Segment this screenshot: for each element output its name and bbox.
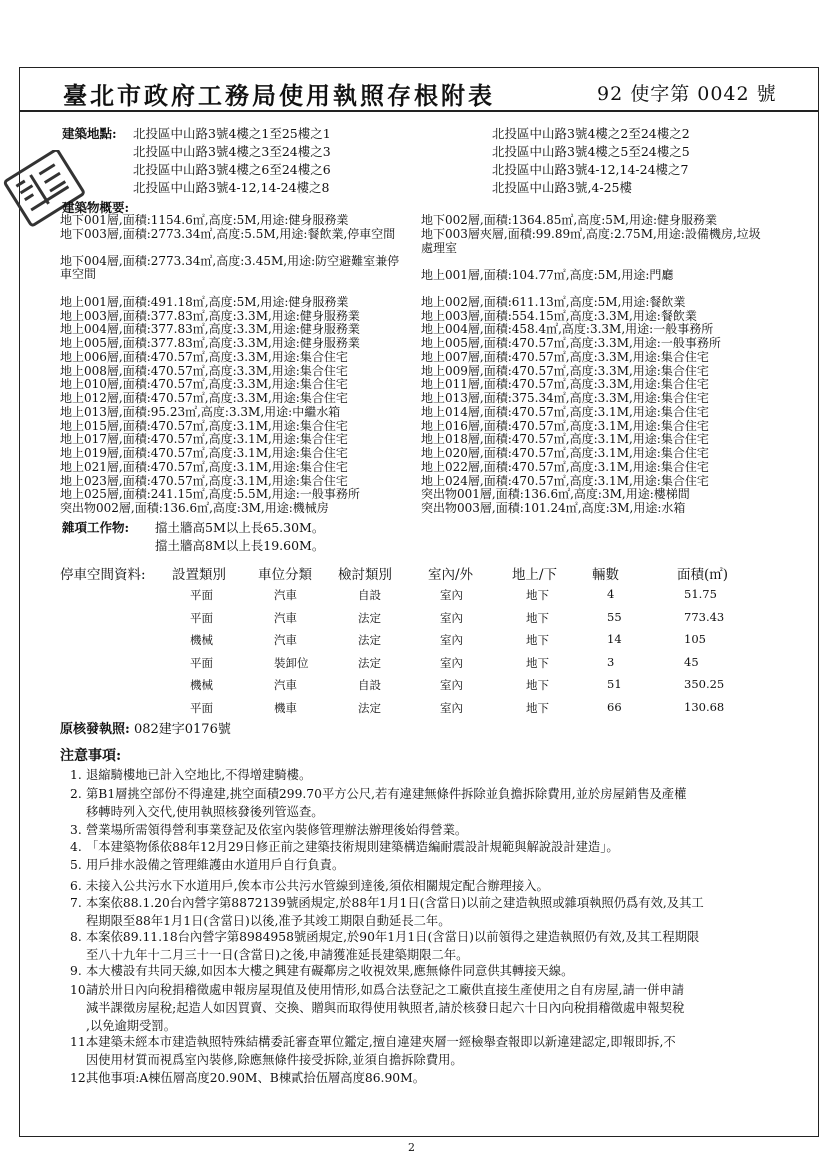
table-cell: 地下 bbox=[526, 588, 549, 602]
table-cell: 機械 bbox=[190, 633, 213, 648]
table-cell: 66 bbox=[607, 700, 622, 714]
parking-column-header: 車位分類 bbox=[258, 567, 312, 583]
notice-item bbox=[70, 856, 788, 874]
table-cell: 室內 bbox=[440, 610, 463, 625]
table-cell: 350.25 bbox=[684, 677, 725, 692]
floor-entry: 地下002層,面積:1364.85㎡,高度:5M,用途:健身服務業 bbox=[421, 213, 718, 227]
notice-line: 其他事項:A棟伍層高度20.90M、B棟貳拾伍層高度86.90M。 bbox=[86, 1071, 425, 1085]
floor-entry: 地上020層,面積:470.57㎡,高度:3.1M,用途:集合住宅 bbox=[421, 446, 709, 460]
table-cell: 室內 bbox=[440, 701, 463, 715]
table-cell: 地下 bbox=[526, 633, 549, 648]
notice-line: 「本建築物係依88年12月29日修正前之建築技術規則建築構造編耐震設計規範與解說設計建造」。 bbox=[86, 840, 619, 854]
table-cell: 14 bbox=[607, 632, 622, 647]
table-cell: 平面 bbox=[190, 655, 213, 670]
floor-entry: 地上006層,面積:470.57㎡,高度:3.3M,用途:集合住宅 bbox=[60, 350, 348, 364]
table-cell: 室內 bbox=[440, 655, 463, 670]
notice-line: 營業場所需領得營利事業登記及依室內裝修管理辦法辦理後始得營業。 bbox=[86, 823, 468, 837]
floor-entry: 地上003層,面積:377.83㎡,高度:3.3M,用途:健身服務業 bbox=[60, 309, 360, 323]
floor-entry: 地上025層,面積:241.15㎡,高度:5.5M,用途:一般事務所 bbox=[60, 487, 360, 501]
notice-number: 12. bbox=[70, 1071, 90, 1085]
notice-item bbox=[70, 785, 788, 821]
notice-line: ,以免逾期受罰。 bbox=[86, 1019, 176, 1033]
permit-number: 92 使字第 0042 號 bbox=[597, 83, 777, 105]
floor-entry: 地下004層,面積:2773.34㎡,高度:3.45M,用途:防空避難室兼停 bbox=[60, 254, 400, 268]
address-line: 北投區中山路3號4-12,14-24樓之8 bbox=[133, 180, 330, 195]
floor-entry: 地下001層,面積:1154.6㎡,高度:5M,用途:健身服務業 bbox=[60, 213, 349, 227]
notice-item bbox=[70, 766, 788, 784]
notice-title: 注意事項: bbox=[60, 748, 122, 764]
table-cell: 130.68 bbox=[684, 700, 725, 714]
notice-line: 本案依88.1.20台內營字第8872139號函規定,於88年1月1日(含當日)以前之建造執照或雜項執照仍爲有效,及其工 bbox=[86, 896, 704, 910]
table-cell: 平面 bbox=[190, 610, 213, 625]
notice-number: 4. bbox=[70, 840, 82, 854]
notice-number: 2. bbox=[70, 787, 82, 801]
floor-entry: 處理室 bbox=[421, 241, 458, 255]
table-cell: 室內 bbox=[440, 588, 463, 602]
floor-entry: 地上008層,面積:470.57㎡,高度:3.3M,用途:集合住宅 bbox=[60, 364, 348, 378]
floor-entry: 地上019層,面積:470.57㎡,高度:3.1M,用途:集合住宅 bbox=[60, 446, 348, 460]
floor-entry: 地上005層,面積:470.57㎡,高度:3.3M,用途:一般事務所 bbox=[421, 336, 721, 350]
table-cell: 地下 bbox=[526, 701, 549, 715]
notice-line: 用戶排水設備之管理維護由水道用戶自行負責。 bbox=[86, 858, 345, 872]
notice-number: 7. bbox=[70, 896, 82, 910]
floor-entry: 地上014層,面積:470.57㎡,高度:3.1M,用途:集合住宅 bbox=[421, 405, 709, 419]
original-permit-value: 082建字0176號 bbox=[133, 722, 231, 737]
floor-entry: 地上013層,面積:95.23㎡,高度:3.3M,用途:中繼水箱 bbox=[60, 405, 341, 419]
table-cell: 機械 bbox=[190, 678, 213, 693]
parking-column-header: 室內/外 bbox=[428, 567, 474, 583]
table-cell: 4 bbox=[607, 587, 615, 601]
table-cell: 法定 bbox=[358, 701, 381, 715]
floor-entry: 地上001層,面積:104.77㎡,高度:5M,用途:門廳 bbox=[421, 268, 674, 282]
table-cell: 105 bbox=[684, 632, 706, 647]
table-cell: 45 bbox=[684, 654, 699, 669]
table-cell: 汽車 bbox=[274, 633, 297, 648]
notice-number: 6. bbox=[70, 879, 82, 893]
notice-number: 10. bbox=[70, 983, 90, 997]
table-cell: 室內 bbox=[440, 678, 463, 693]
notice-item bbox=[70, 1033, 788, 1069]
table-cell: 地下 bbox=[526, 678, 549, 693]
floor-entry: 地上018層,面積:470.57㎡,高度:3.1M,用途:集合住宅 bbox=[421, 432, 709, 446]
address-line: 北投區中山路3號4樓之1至25樓之1 bbox=[133, 126, 331, 141]
floor-entry: 突出物002層,面積:136.6㎡,高度:3M,用途:機械房 bbox=[60, 501, 329, 515]
notice-item bbox=[70, 962, 788, 980]
floor-entry: 地下003層,面積:2773.34㎡,高度:5.5M,用途:餐飲業,停車空間 bbox=[60, 227, 396, 241]
parking-column-header: 面積(㎡) bbox=[677, 567, 729, 583]
table-cell: 機車 bbox=[274, 701, 297, 715]
notice-number: 8. bbox=[70, 930, 82, 944]
table-cell: 自設 bbox=[358, 678, 381, 693]
notice-line: 請於卅日內向稅捐稽徵處申報房屋現值及使用情形,如爲合法登記之工廠供直接生產使用之自有房屋,請一併申請 bbox=[86, 983, 685, 997]
notice-line: 程期限至88年1月1日(含當日)以後,准予其竣工期限自動延長二年。 bbox=[86, 914, 451, 928]
notice-line: 退縮騎樓地已計入空地比,不得增建騎樓。 bbox=[86, 768, 312, 782]
notice-line: 未接入公共污水下水道用戶,俟本市公共污水管線到達後,須依相關規定配合辦理接入。 bbox=[86, 879, 549, 893]
floor-entry: 車空間 bbox=[60, 267, 97, 281]
notice-number: 3. bbox=[70, 823, 82, 837]
original-permit bbox=[60, 723, 231, 736]
table-cell: 室內 bbox=[440, 633, 463, 648]
table-cell: 法定 bbox=[358, 633, 381, 648]
parking-column-header: 檢討類別 bbox=[338, 567, 392, 583]
title-row bbox=[19, 67, 819, 112]
floor-entry: 地上004層,面積:458.4㎡,高度:3.3M,用途:一般事務所 bbox=[421, 322, 714, 336]
floor-entry: 突出物003層,面積:101.24㎡,高度:3M,用途:水箱 bbox=[421, 501, 686, 515]
misc-item: 擋土牆高5M以上長65.30M。 bbox=[155, 520, 325, 535]
address-line: 北投區中山路3號4樓之3至24樓之3 bbox=[133, 144, 331, 159]
notice-item bbox=[70, 981, 788, 1035]
table-cell: 汽車 bbox=[274, 678, 297, 693]
notice-number: 1. bbox=[70, 768, 82, 782]
address-label: 建築地點: bbox=[62, 126, 117, 141]
notice-line: 移轉時列入交代,使用執照核發後列管巡查。 bbox=[86, 805, 324, 819]
table-cell: 自設 bbox=[358, 588, 381, 602]
notice-item bbox=[70, 877, 788, 895]
table-cell: 裝卸位 bbox=[274, 655, 309, 670]
table-cell: 55 bbox=[607, 609, 622, 624]
floor-entry: 地上002層,面積:611.13㎡,高度:5M,用途:餐飲業 bbox=[421, 295, 686, 309]
table-cell: 平面 bbox=[190, 588, 213, 602]
floor-entry: 地上013層,面積:375.34㎡,高度:3.3M,用途:集合住宅 bbox=[421, 391, 709, 405]
address-line: 北投區中山路3號4樓之2至24樓之2 bbox=[492, 126, 690, 141]
page-number: 2 bbox=[408, 1141, 415, 1154]
floor-entry: 地上015層,面積:470.57㎡,高度:3.1M,用途:集合住宅 bbox=[60, 419, 348, 433]
table-cell: 汽車 bbox=[274, 610, 297, 625]
table-cell: 51.75 bbox=[684, 587, 717, 601]
building-summary-label: 建築物概要: bbox=[62, 200, 130, 215]
original-permit-label: 原核發執照: bbox=[60, 722, 130, 737]
table-cell: 51 bbox=[607, 677, 622, 692]
floor-entry: 地上010層,面積:470.57㎡,高度:3.3M,用途:集合住宅 bbox=[60, 377, 348, 391]
notice-item bbox=[70, 928, 788, 964]
table-cell: 汽車 bbox=[274, 588, 297, 602]
floor-entry: 地上005層,面積:377.83㎡,高度:3.3M,用途:健身服務業 bbox=[60, 336, 360, 350]
parking-column-header: 地上/下 bbox=[512, 567, 558, 583]
floor-entry: 地上003層,面積:554.15㎡,高度:3.3M,用途:餐飲業 bbox=[421, 309, 697, 323]
floor-entry: 地上011層,面積:470.57㎡,高度:3.3M,用途:集合住宅 bbox=[421, 377, 709, 391]
notice-item bbox=[70, 821, 788, 839]
misc-item: 擋土牆高8M以上長19.60M。 bbox=[155, 538, 325, 553]
floor-entry: 地上023層,面積:470.57㎡,高度:3.1M,用途:集合住宅 bbox=[60, 474, 348, 488]
parking-column-header: 輛數 bbox=[592, 567, 619, 583]
floor-entry: 地上001層,面積:491.18㎡,高度:5M,用途:健身服務業 bbox=[60, 295, 349, 309]
notice-line: 減半課徵房屋稅;起造人如因買賣、交換、贈與而取得使用執照者,請於核發日起六十日內向稅捐稽徵處申報契稅 bbox=[86, 1001, 685, 1015]
page-title: 臺北市政府工務局使用執照存根附表 bbox=[63, 81, 495, 110]
floor-entry: 地上004層,面積:377.83㎡,高度:3.3M,用途:健身服務業 bbox=[60, 322, 360, 336]
notice-number: 11. bbox=[70, 1035, 90, 1049]
table-cell: 法定 bbox=[358, 655, 381, 670]
floor-entry: 地下003層夾層,面積:99.89㎡,高度:2.75M,用途:設備機房,垃圾 bbox=[421, 227, 761, 241]
notice-line: 至八十九年十二月三十一日(含當日)之後,申請獲准延長建築期限二年。 bbox=[86, 948, 469, 962]
address-line: 北投區中山路3號4樓之6至24樓之6 bbox=[133, 162, 331, 177]
floor-entry: 地上021層,面積:470.57㎡,高度:3.1M,用途:集合住宅 bbox=[60, 460, 348, 474]
notice-line: 本案依89.11.18台內營字第8984958號函規定,於90年1月1日(含當日)以前領得之建造執照仍有效,及其工程期限 bbox=[86, 930, 700, 944]
notice-number: 5. bbox=[70, 858, 82, 872]
address-line: 北投區中山路3號,4-25樓 bbox=[492, 180, 633, 195]
floor-entry: 地上012層,面積:470.57㎡,高度:3.3M,用途:集合住宅 bbox=[60, 391, 348, 405]
table-cell: 773.43 bbox=[684, 609, 725, 624]
floor-entry: 地上017層,面積:470.57㎡,高度:3.1M,用途:集合住宅 bbox=[60, 432, 348, 446]
floor-entry: 地上009層,面積:470.57㎡,高度:3.3M,用途:集合住宅 bbox=[421, 364, 709, 378]
table-cell: 法定 bbox=[358, 610, 381, 625]
parking-column-header: 設置類別 bbox=[172, 567, 226, 583]
floor-entry: 突出物001層,面積:136.6㎡,高度:3M,用途:樓梯間 bbox=[421, 487, 690, 501]
floor-entry: 地上016層,面積:470.57㎡,高度:3.1M,用途:集合住宅 bbox=[421, 419, 709, 433]
notice-number: 9. bbox=[70, 964, 82, 978]
address-line: 北投區中山路3號4-12,14-24樓之7 bbox=[492, 162, 689, 177]
floor-entry: 地上022層,面積:470.57㎡,高度:3.1M,用途:集合住宅 bbox=[421, 460, 709, 474]
table-cell: 地下 bbox=[526, 610, 549, 625]
table-cell: 3 bbox=[607, 654, 615, 669]
floor-entry: 地上024層,面積:470.57㎡,高度:3.1M,用途:集合住宅 bbox=[421, 474, 709, 488]
table-cell: 地下 bbox=[526, 655, 549, 670]
misc-works-label: 雜項工作物: bbox=[62, 520, 130, 535]
notice-line: 因使用材質而視爲室內裝修,除應無條件接受拆除,並須自擔拆除費用。 bbox=[86, 1053, 463, 1067]
notice-item bbox=[70, 838, 788, 856]
notice-line: 本大樓設有共同天線,如因本大樓之興建有礙鄰房之收視效果,應無條件同意供其轉接天線。 bbox=[86, 964, 574, 978]
notice-item bbox=[70, 894, 788, 930]
parking-label: 停車空間資料: bbox=[60, 567, 146, 583]
address-line: 北投區中山路3號4樓之5至24樓之5 bbox=[492, 144, 690, 159]
floor-entry: 地上007層,面積:470.57㎡,高度:3.3M,用途:集合住宅 bbox=[421, 350, 709, 364]
table-cell: 平面 bbox=[190, 701, 213, 715]
notice-line: 本建築未經本市建造執照特殊結構委託審查單位鑑定,擅自違建夾層一經檢舉查報即以新違建認定,即報即拆,不 bbox=[86, 1035, 676, 1049]
notice-item bbox=[70, 1069, 788, 1087]
notice-line: 第B1層挑空部份不得違建,挑空面積299.70平方公尺,若有違建無條件拆除並負擔拆除費用,並於房屋銷售及產權 bbox=[86, 787, 687, 801]
